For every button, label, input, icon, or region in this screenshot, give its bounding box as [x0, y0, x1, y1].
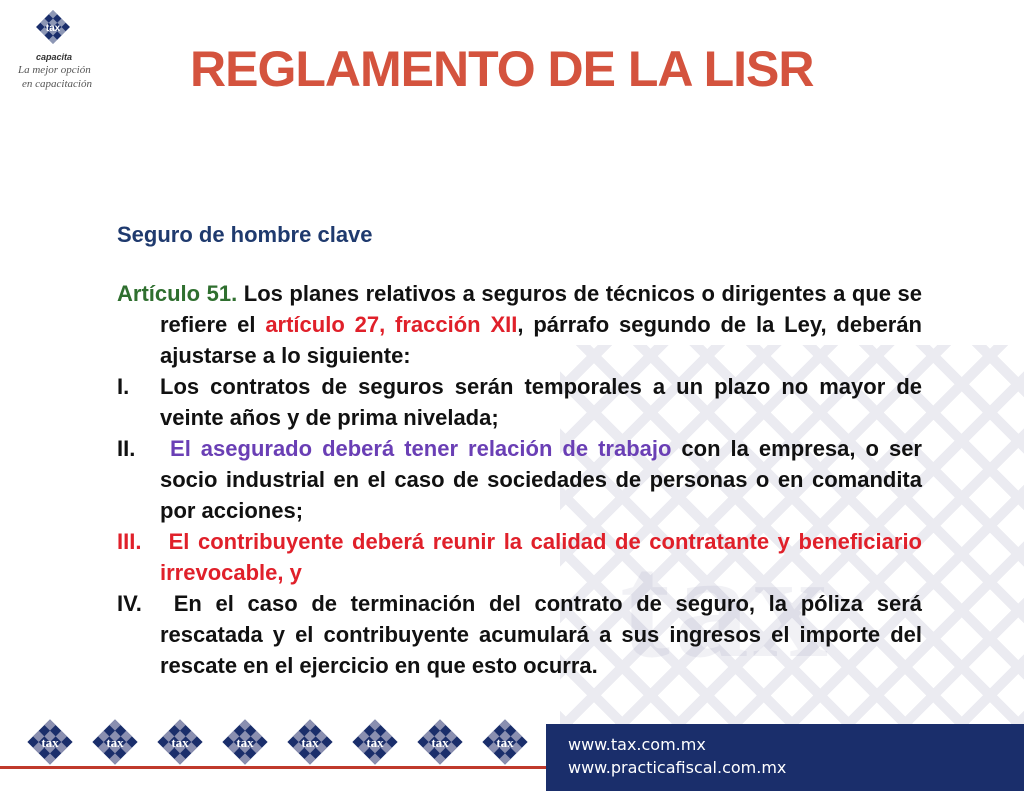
list-item-4: [117, 588, 922, 681]
footer-url-2[interactable]: www.practicafiscal.com.mx: [568, 758, 787, 777]
list-item-text-highlight: El asegurado deberá tener relación de trabajo: [170, 436, 672, 461]
logo-tagline-2: en capacitación: [22, 78, 92, 90]
footer-mini-logo-text: tax: [301, 735, 319, 750]
footer-mini-logo-icon: [282, 718, 338, 766]
footer-mini-logo-text: tax: [366, 735, 384, 750]
article-reference: artículo 27, fracción XII: [265, 312, 518, 337]
footer-divider: [0, 766, 560, 769]
list-item-3: [117, 526, 922, 588]
footer-mini-logo-text: tax: [106, 735, 124, 750]
article-intro-text-b: , párrafo segundo de la Ley, deberán ajustarse a lo siguiente:: [160, 312, 922, 368]
list-item-number: III.: [117, 529, 142, 554]
footer-url-box: [546, 724, 1024, 791]
article-intro-text-a: Los planes relativos a seguros de técnicos o dirigentes a que se refiere el: [160, 281, 922, 337]
list-item-1: [117, 371, 922, 433]
article-label: Artículo 51.: [117, 281, 238, 306]
list-item-number: IV.: [117, 591, 142, 616]
list-item-number: I.: [117, 374, 130, 399]
footer-mini-logo-text: tax: [171, 735, 189, 750]
footer-logo-strip: [22, 718, 542, 768]
list-item-number: II.: [117, 436, 136, 461]
footer-mini-logo-icon: [87, 718, 143, 766]
footer-mini-logo-text: tax: [236, 735, 254, 750]
company-logo: [18, 10, 98, 90]
footer-mini-logo-text: tax: [496, 735, 514, 750]
logo-tagline-1: La mejor opción: [18, 64, 91, 76]
footer-mini-logo-icon: [22, 718, 78, 766]
footer-mini-logo-icon: [217, 718, 273, 766]
footer-mini-logo-icon: [347, 718, 403, 766]
footer-mini-logo-text: tax: [41, 735, 59, 750]
article-body: [117, 278, 922, 681]
footer-mini-logo-icon: [152, 718, 208, 766]
footer-mini-logo-icon: [477, 718, 533, 766]
list-item-text: El contribuyente deberá reunir la calidad de contratante y beneficiario irrevocable, y: [160, 529, 922, 585]
logo-diamond-icon: [36, 10, 70, 44]
list-item-text: En el caso de terminación del contrato de seguro, la póliza será rescatada y el contribuyente acumulará a sus ingresos el importe del rescate en el ejercicio en que esto ocurra.: [160, 591, 922, 678]
article-intro: [117, 278, 922, 371]
footer-url-1[interactable]: www.tax.com.mx: [568, 735, 706, 754]
watermark-text: tax: [620, 523, 832, 689]
page-title: REGLAMENTO DE LA LISR: [190, 41, 814, 97]
list-item-2: [117, 433, 922, 526]
footer-mini-logo-text: tax: [431, 735, 449, 750]
footer-mini-logo-icon: [412, 718, 468, 766]
logo-capacita: capacita: [36, 52, 73, 62]
logo-brand-text: tax: [45, 23, 61, 34]
list-item-text: Los contratos de seguros serán temporales a un plazo no mayor de veinte años y de prima nivelada;: [160, 374, 922, 430]
list-item-text: con la empresa, o ser socio industrial en el caso de sociedades de personas o en comandita por acciones;: [160, 436, 922, 523]
section-subtitle: Seguro de hombre clave: [117, 222, 373, 247]
